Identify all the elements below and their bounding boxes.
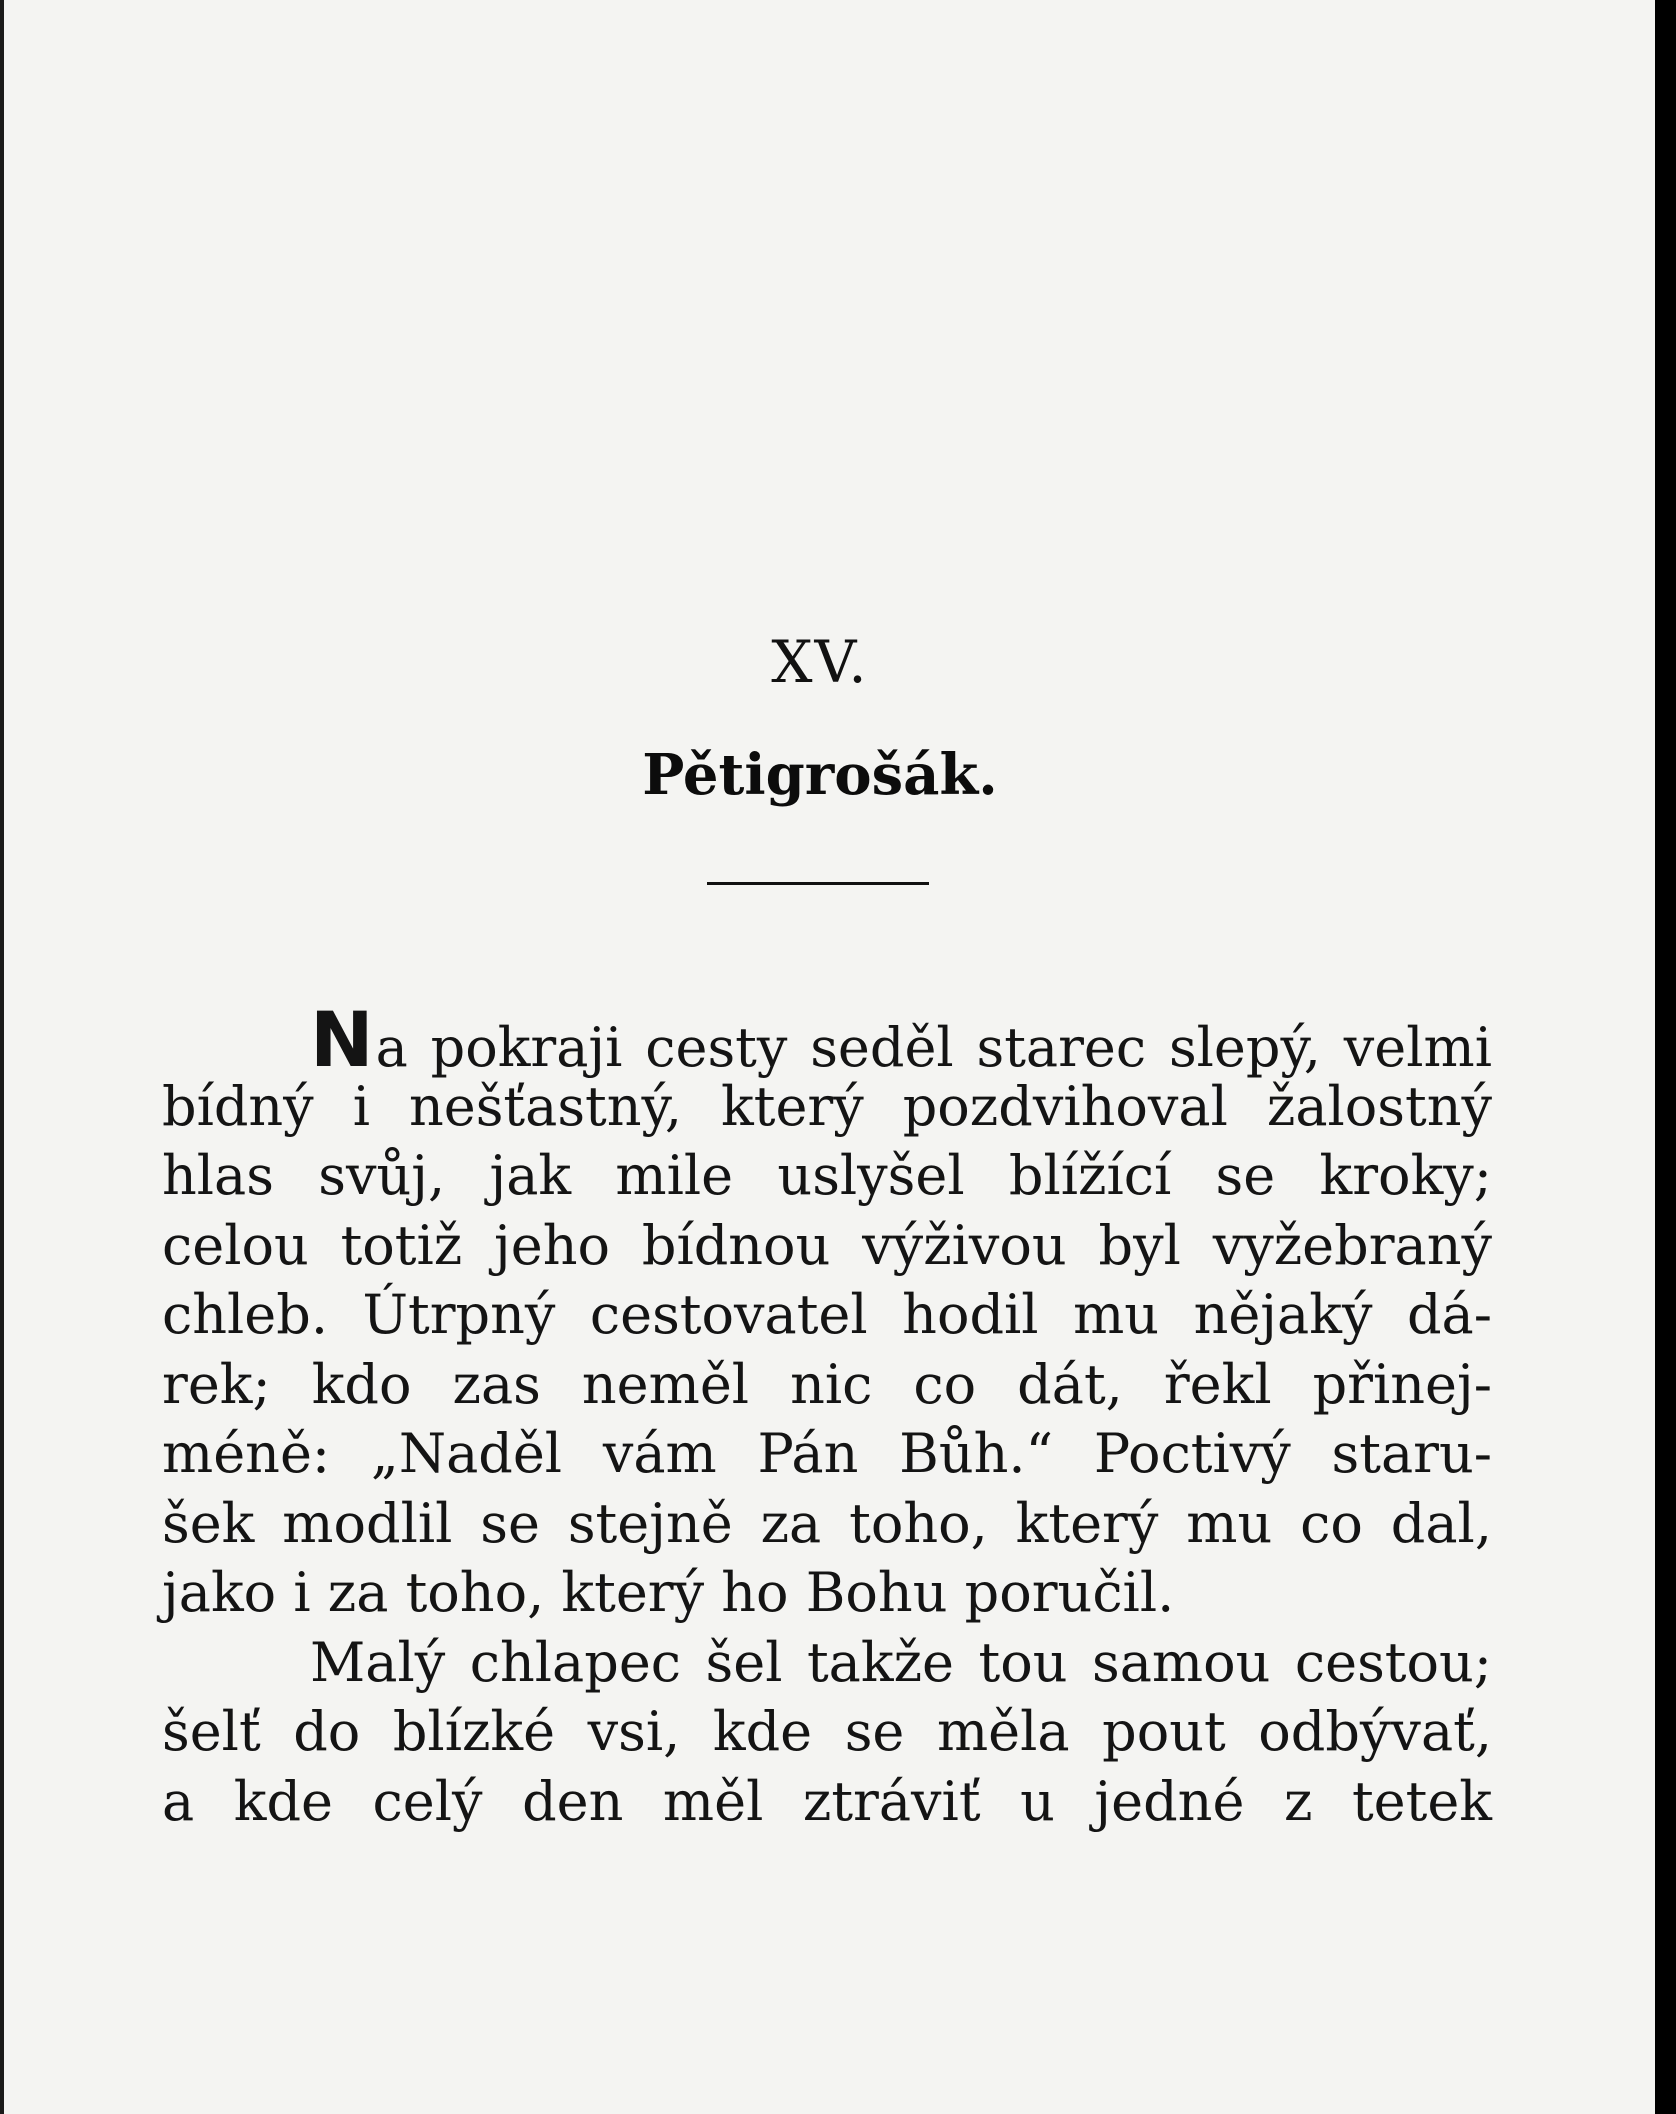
text-line: bídný i nešťastný, který pozdvihoval žalostný [162,1074,1492,1138]
text-line: celou totiž jeho bídnou výživou byl vyžebraný [162,1213,1492,1277]
chapter-number: XV. [771,628,869,696]
chapter-body [162,995,1492,1836]
paragraph-1 [162,995,1492,1628]
title-divider [707,882,929,885]
text-line: jako i za toho, který ho Bohu poručil. [162,1561,1175,1624]
text-line: chleb. Útrpný cestovatel hodil mu nějaký dá- [162,1283,1492,1346]
page-edge-shadow [0,0,4,2114]
drop-cap: N [310,995,374,1084]
text-line: Na pokraji cesty seděl starec slepý, velmi [310,995,1492,1084]
text-line: rek; kdo zas neměl nic co dát, řekl přinej- [162,1352,1492,1416]
text-line: šek modlil se stejně za toho, který mu co dal, [162,1491,1492,1555]
text-line: hlas svůj, jak mile uslyšel blížící se kroky; [162,1144,1492,1207]
text-line: Malý chlapec šel takže tou samou cestou; [310,1630,1492,1694]
paragraph-2 [162,1628,1492,1837]
text-line: méně: „Naděl vám Pán Bůh.“ Poctivý staru- [162,1422,1492,1485]
text-line: šelť do blízké vsi, kde se měla pout odbývať, [162,1700,1492,1763]
text-line: a kde celý den měl ztráviť u jedné z tetek [162,1769,1492,1833]
chapter-title: Pětigrošák. [642,742,998,808]
